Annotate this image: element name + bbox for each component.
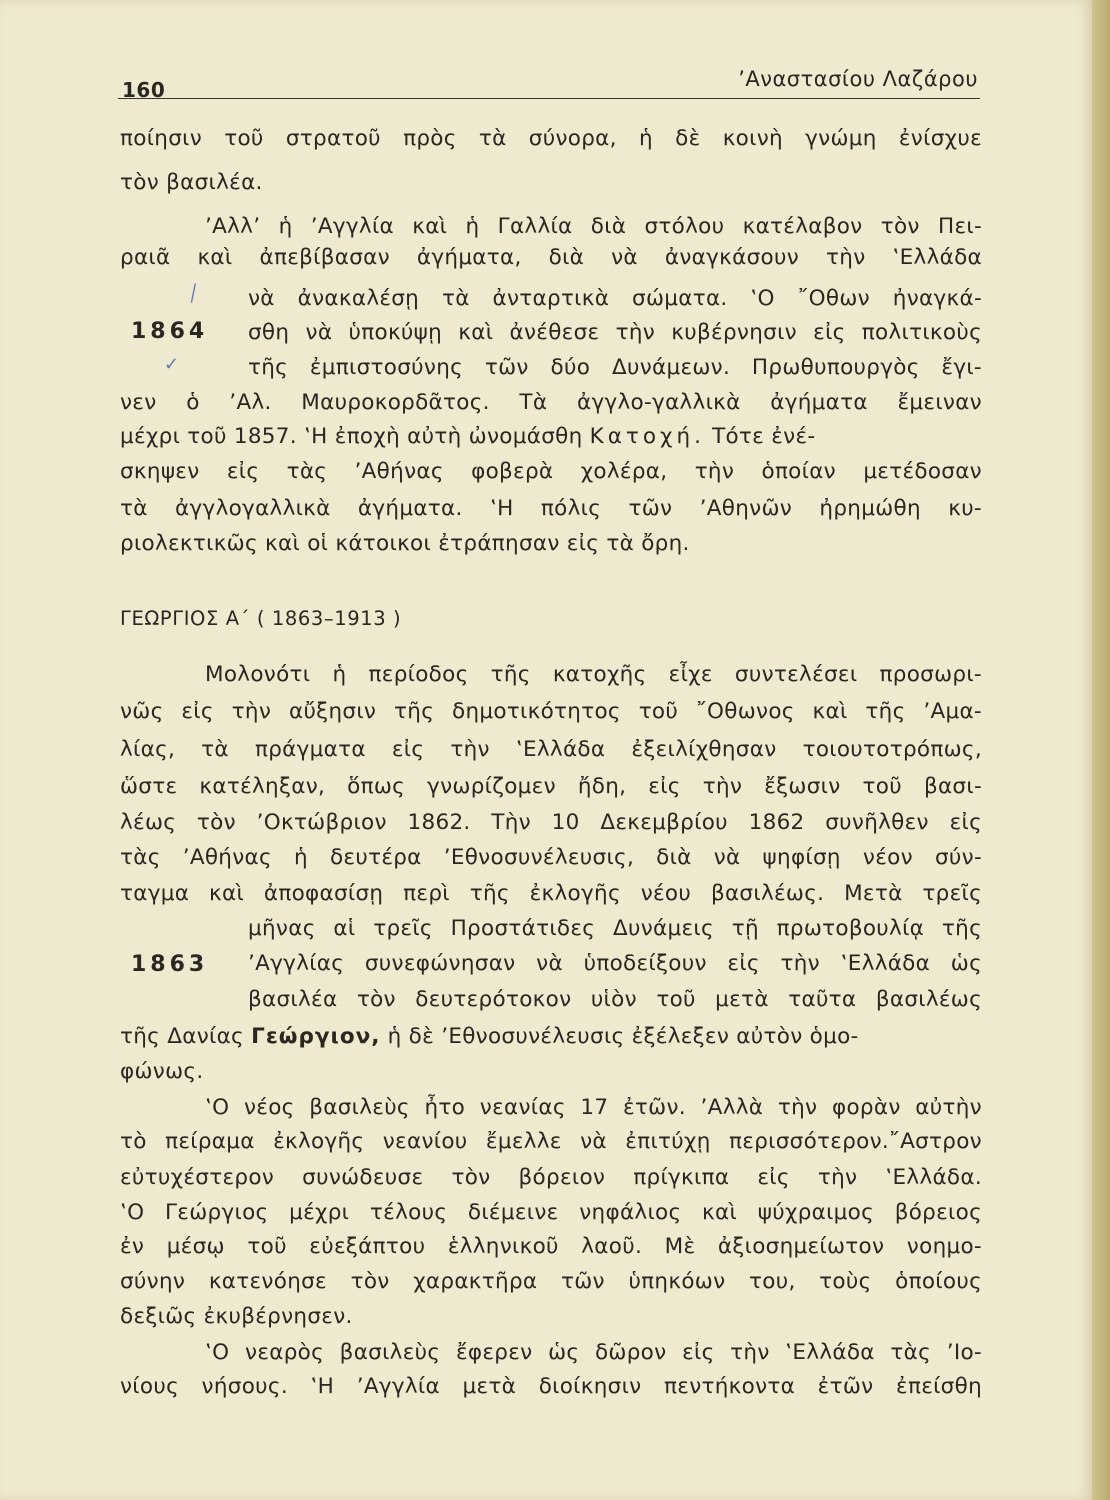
text-line: νίους νήσους. ‛Η ’Αγγλία μετὰ διοίκησιν πεντήκοντα ἐτῶν ἐπείσθη: [120, 1374, 982, 1399]
margin-year-1864: 1864: [131, 319, 209, 344]
text-line: τὰς ’Αθήνας ἡ δευτέρα ’Εθνοσυνέλευσις, διὰ νὰ ψηφίσῃ νέον σύν-: [120, 845, 982, 870]
pencil-tick-mark: ⁄: [187, 282, 200, 307]
emphasis-spaced-term: Κατοχή.: [589, 424, 705, 449]
text-line: νὰ ἀνακαλέσῃ τὰ ἀνταρτικὰ σώματα. ‛Ο ῎Οθων ἠναγκά-: [248, 286, 982, 311]
text-line: [120, 1022, 982, 1052]
text-line: ποίησιν τοῦ στρατοῦ πρὸς τὰ σύνορα, ἡ δὲ κοινὴ γνώμη ἐνίσχυε: [120, 126, 982, 151]
text-line: ’Αγγλίας συνεφώνησαν νὰ ὑποδείξουν εἰς τὴν ‛Ελλάδα ὡς: [248, 951, 982, 976]
text-line: [120, 422, 982, 452]
text-line: λέως τὸν ’Οκτώβριον 1862. Τὴν 10 Δεκεμβρίου 1862 συνῆλθεν εἰς: [120, 810, 982, 835]
text-line: νεν ὁ ’Αλ. Μαυροκορδᾶτος. Τὰ ἀγγλο-γαλλικὰ ἀγήματα ἔμειναν: [120, 390, 982, 415]
text-line: δεξιῶς ἐκυβέρνησεν.: [120, 1304, 353, 1329]
page-header: [118, 60, 980, 100]
page-number: 160: [122, 78, 166, 102]
text-line: ‛Ο νεαρὸς βασιλεὺς ἔφερεν ὡς δῶρον εἰς τὴν ‛Ελλάδα τὰς ’Ιο-: [205, 1340, 982, 1365]
margin-year-1863: 1863: [131, 952, 209, 977]
text-line: τὸν βασιλέα.: [120, 170, 263, 195]
text-run: Τότε ἐνέ-: [712, 424, 816, 449]
header-rule: [118, 98, 980, 99]
text-line: λίας, τὰ πράγματα εἰς τὴν ‛Ελλάδα ἐξειλίχθησαν τοιουτοτρόπως,: [120, 737, 982, 762]
text-line: σθη νὰ ὑποκύψῃ καὶ ἀνέθεσε τὴν κυβέρνησιν εἰς πολιτικοὺς: [248, 320, 982, 345]
pencil-check-mark: ✓: [164, 354, 180, 375]
text-line: ‛Ο Γεώργιος μέχρι τέλους διέμεινε νηφάλιος καὶ ψύχραιμος βόρειος: [120, 1200, 982, 1225]
text-line: ’Αλλ’ ἡ ’Αγγλία καὶ ἡ Γαλλία διὰ στόλου κατέλαβον τὸν Πει-: [205, 214, 982, 239]
emphasis-bold-name: Γεώργιον,: [251, 1024, 381, 1049]
text-line: ὥστε κατέληξαν, ὅπως γνωρίζομεν ἤδη, εἰς τὴν ἔξωσιν τοῦ βασι-: [120, 774, 982, 799]
text-line: Μολονότι ἡ περίοδος τῆς κατοχῆς εἶχε συντελέσει προσωρι-: [205, 662, 982, 687]
text-line: βασιλέα τὸν δευτερότοκον υἱὸν τοῦ μετὰ ταῦτα βασιλέως: [248, 987, 982, 1012]
text-line: νῶς εἰς τὴν αὔξησιν τῆς δημοτικότητος τοῦ ῎Οθωνος καὶ τῆς ’Αμα-: [120, 699, 982, 724]
text-run: τῆς Δανίας: [120, 1024, 244, 1049]
text-line: ριολεκτικῶς καὶ οἱ κάτοικοι ἐτράπησαν εἰς τὰ ὄρη.: [120, 531, 690, 556]
text-line: φώνως.: [120, 1059, 204, 1084]
text-run: μέχρι τοῦ 1857. ‛Η ἐποχὴ αὐτὴ ὠνομάσθη: [120, 424, 583, 449]
text-line: σκηψεν εἰς τὰς ’Αθήνας φοβερὰ χολέρα, τὴν ὁποίαν μετέδοσαν: [120, 459, 982, 484]
page-edge: [1092, 0, 1110, 1500]
text-line: ‛Ο νέος βασιλεὺς ἦτο νεανίας 17 ἐτῶν. ’Αλλὰ τὴν φορὰν αὐτὴν: [205, 1095, 982, 1120]
text-line: σύνην κατενόησε τὸν χαρακτῆρα τῶν ὑπηκόων του, τοὺς ὁποίους: [120, 1269, 982, 1294]
text-line: ἐν μέσῳ τοῦ εὐεξάπτου ἑλληνικοῦ λαοῦ. Μὲ ἀξιοσημείωτον νοημο-: [120, 1234, 982, 1259]
text-line: τῆς ἐμπιστοσύνης τῶν δύο Δυνάμεων. Πρωθυπουργὸς ἔγι-: [248, 355, 982, 380]
running-head: ’Αναστασίου Λαζάρου: [738, 67, 978, 91]
section-heading: ΓΕΩΡΓΙΟΣ Α΄ ( 1863–1913 ): [120, 607, 402, 630]
text-run: ἡ δὲ ’Εθνοσυνέλευσις ἐξέλεξεν αὐτὸν ὁμο-: [387, 1024, 859, 1049]
text-line: μῆνας αἱ τρεῖς Προστάτιδες Δυνάμεις τῇ πρωτοβουλίᾳ τῆς: [248, 916, 982, 941]
text-line: ταγμα καὶ ἀποφασίσῃ περὶ τῆς ἐκλογῆς νέου βασιλέως. Μετὰ τρεῖς: [120, 881, 982, 906]
text-line: ραιᾶ καὶ ἀπεβίβασαν ἀγήματα, διὰ νὰ ἀναγκάσουν τὴν ‛Ελλάδα: [120, 245, 982, 270]
text-line: εὐτυχέστερον συνώδευσε τὸν βόρειον πρίγκιπα εἰς τὴν ‛Ελλάδα.: [120, 1165, 982, 1190]
text-line: τὸ πείραμα ἐκλογῆς νεανίου ἔμελλε νὰ ἐπιτύχῃ περισσότερον.῎Αστρον: [120, 1129, 982, 1154]
text-line: τὰ ἀγγλογαλλικὰ ἀγήματα. ‛Η πόλις τῶν ’Αθηνῶν ἠρημώθη κυ-: [120, 496, 982, 521]
